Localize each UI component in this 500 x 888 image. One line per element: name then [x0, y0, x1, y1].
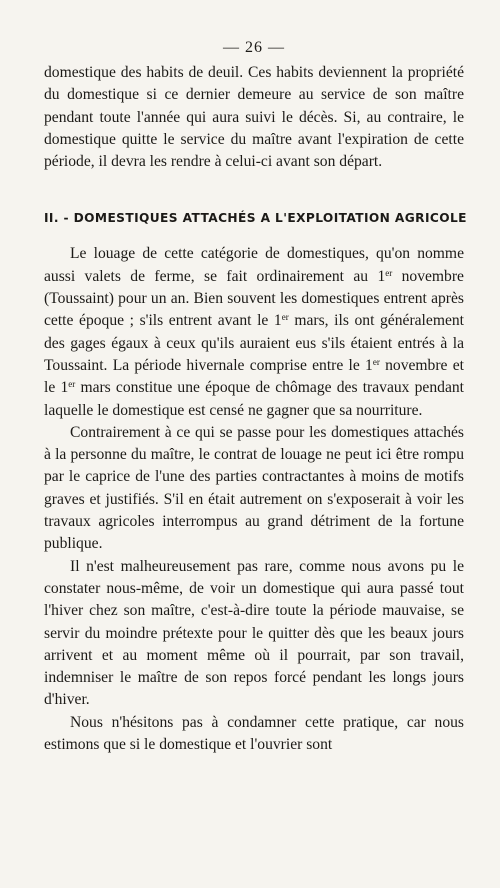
ordinal-superscript: er	[372, 356, 380, 367]
paragraph-1-text-d: novembre et le 1	[44, 356, 464, 397]
paragraph-1-text-c: mars, ils ont généralement des gages égaux à ceux qu'ils auraient eus s'ils étaient entrés à la Toussaint. La période hivernale comprise entre le 1	[44, 312, 464, 374]
paragraph-1-text-b: novembre (Toussaint) pour un an. Bien souvent les domestiques entrent après cette époque ; s'ils entrent avant le 1	[44, 267, 464, 330]
intro-paragraph: domestique des habits de deuil. Ces habits deviennent la propriété du domestique si ce dernier demeure au service de son maître pendant toute l'année qui aura suivi le décès. Si, au contraire, le domestique quitte le service du maître avant l'expiration de cette période, il devra les rendre à celui-ci avant son départ.	[44, 64, 464, 171]
paragraph-4: Nous n'hésitons pas à condamner cette pratique, car nous estimons que si le domestique et l'ouvrier sont	[44, 713, 464, 754]
paragraph-3: Il n'est malheureusement pas rare, comme nous avons pu le constater nous-même, de voir un domestique qui aura passé tout l'hiver chez son maître, c'est-à-dire toute la période mauvaise, se servir du moindre prétexte pour le quitter dès que les beaux jours arrivent et au moment même où il pourrait, par son travail, indemniser le maître de son repos forcé pendant les longs jours d'hiver.	[44, 557, 464, 709]
paragraph-1-text-a: Le louage de cette catégorie de domestiques, qu'on nomme aussi valets de ferme, se fait ordinairement au 1	[44, 245, 464, 285]
paragraph-2: Contrairement à ce qui se passe pour les domestiques attachés à la personne du maître, le contrat de louage ne peut ici être rompu par le caprice de l'une des parties contractantes à moins de motifs graves et justifiés. S'il en était autrement on s'exposerait à voir les travaux agricoles interrompus au grand détriment de la fortune publique.	[44, 423, 464, 553]
paragraph-1	[44, 243, 464, 421]
page-number: — 26 —	[223, 39, 285, 56]
section-heading: II. - DOMESTIQUES ATTACHÉS A L'EXPLOITATION AGRICOLE	[44, 211, 467, 226]
ordinal-superscript: er	[385, 267, 393, 278]
ordinal-superscript: er	[281, 312, 289, 323]
paragraph-1-text-e: mars constitue une époque de chômage des travaux pendant laquelle le domestique est censé ne gagner que sa nourriture.	[44, 379, 465, 419]
ordinal-superscript: er	[68, 379, 76, 390]
document-page	[44, 38, 467, 756]
